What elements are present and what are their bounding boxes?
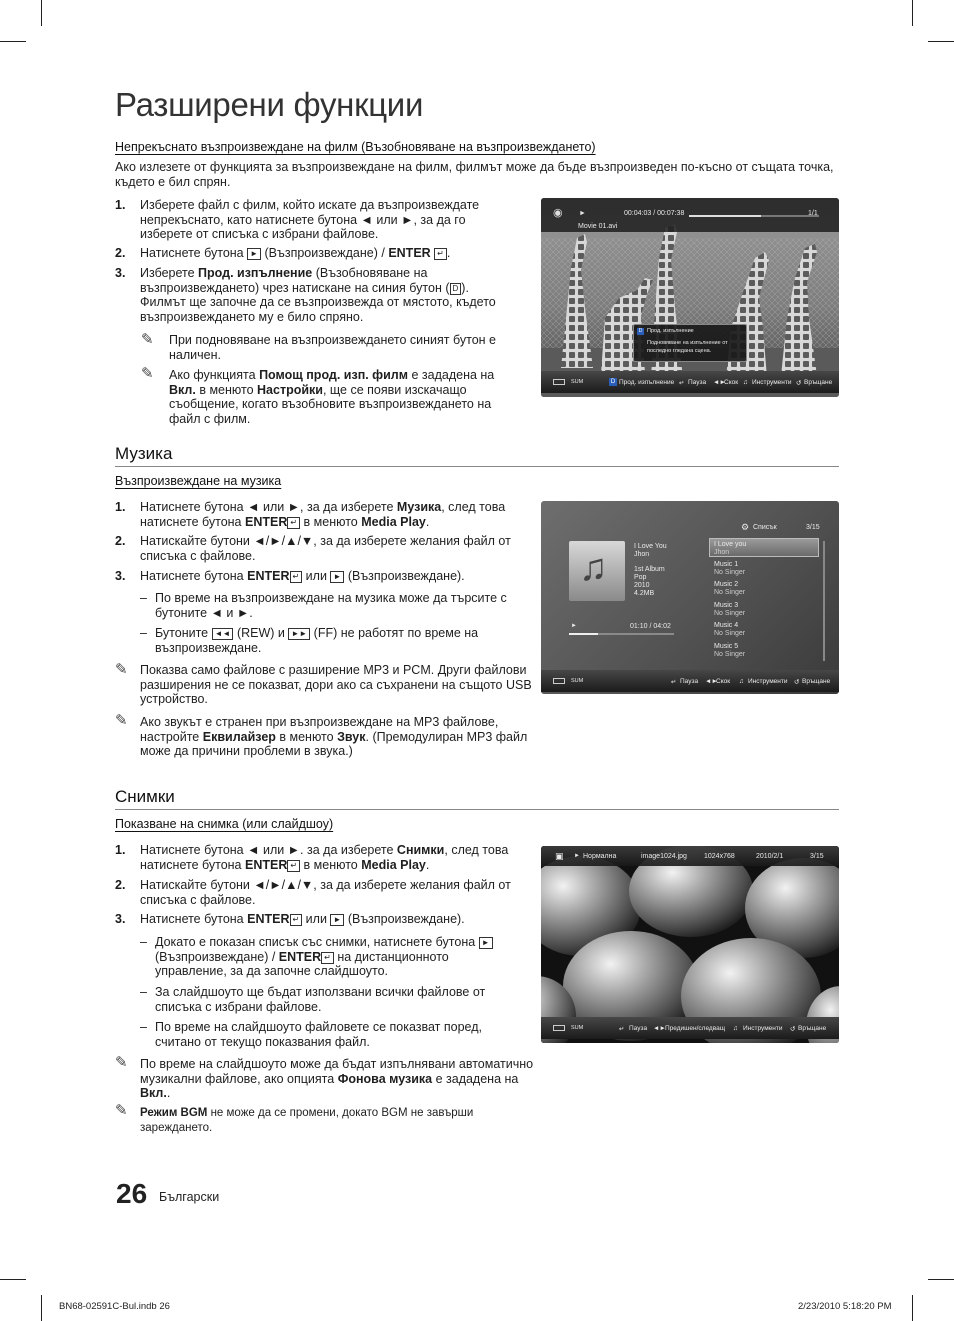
bar-resume: Прод. изпълнение [619, 379, 675, 386]
song-genre: Pop [634, 574, 647, 581]
resume-step-1: Изберете файл с филм, който искате да възпроизвеждате непрекъснато, като натиснете бутона ◄ или ►, за да го изберете от списъка с избрани файлове. [140, 198, 480, 241]
movie-count: 1/1 [808, 210, 818, 217]
step-number: 2. [115, 878, 126, 892]
usb-icon [553, 379, 565, 385]
step-number: 3. [115, 912, 126, 926]
bar-return: Връщане [798, 1025, 827, 1032]
music-note-1: Показва само файлове с разширение MP3 и PCM. Други файлови разширения не се показват, дори ако са съхранени на същото USB устройство. [140, 663, 532, 706]
music-subheading: Възпроизвеждане на музика [115, 474, 282, 488]
step-number: 2. [115, 246, 126, 260]
music-step-3: Натиснете бутона ENTER ↵ или ► (Възпроизвеждане). [140, 569, 465, 583]
enter-icon: ↵ [679, 380, 685, 387]
page-language: Български [159, 1190, 220, 1204]
popup-title: Прод. изпълнение [647, 328, 694, 334]
play-status-icon: ► [571, 623, 577, 629]
enter-key-icon: ↵ [434, 248, 447, 260]
step-number: 1. [115, 843, 126, 857]
note-icon: ✎ [141, 365, 154, 382]
photos-dash-3: По време на слайдшоуто файловете се показват поред, считано от текущо показвания файл. [155, 1020, 482, 1049]
movie-info-bar [541, 198, 839, 232]
movie-screen [541, 198, 839, 397]
play-status-icon: ► [574, 853, 580, 859]
crop-mark [0, 41, 26, 42]
music-bottom-bar [541, 670, 839, 692]
tools-icon: ♫ [739, 678, 744, 685]
photos-dash-1: Докато е показан списък със снимки, натиснете бутона ► (Възпроизвеждане) / ENTER ↵ на дистанционното управление, за да започне слайдшоуто. [155, 935, 500, 979]
note-icon: ✎ [115, 1102, 128, 1119]
usb-icon [553, 678, 565, 684]
photos-dash-2: За слайдшоуто ще бъдат използвани всички файлове от списъка с избрани файлове. [155, 985, 486, 1014]
photos-note-1: По време на слайдшоуто може да бъдат изпълнявани автоматично музикални файлове, ако опцията Фонова музика е зададена на Вкл.. [140, 1057, 534, 1100]
photo-resolution: 1024x768 [704, 853, 735, 860]
apples-image [541, 846, 839, 1043]
rewind-key-icon: ◄◄ [212, 628, 234, 640]
bar-return: Връщане [804, 379, 833, 386]
music-count: 3/15 [806, 524, 820, 531]
bar-tools: Инструменти [743, 1025, 783, 1032]
music-note-2: Ако звукът е странен при възпроизвеждане на MP3 файлове, настройте Еквилайзер в менюто Звук. (Премодулиран MP3 файл може да причини проблеми в звука.) [140, 715, 528, 758]
song-artist: Jhon [634, 551, 650, 558]
enter-icon: ↵ [619, 1026, 625, 1033]
bar-pause: Пауза [629, 1025, 648, 1032]
print-slug-left: BN68-02591C-Bul.indb 26 [59, 1301, 170, 1312]
bar-tools: Инструменти [748, 678, 788, 685]
music-progress-bar [569, 633, 674, 635]
device-label: SUM [571, 379, 584, 385]
play-key-icon: ► [247, 248, 261, 260]
photos-step-1: Натиснете бутона ◄ или ►. за да изберете Снимки, след това натиснете бутона ENTER ↵ в менюто Media Play. [140, 843, 509, 872]
dash-bullet: – [140, 591, 147, 605]
step-number: 1. [115, 198, 126, 212]
enter-key-icon: ↵ [321, 952, 334, 964]
play-key-icon: ► [330, 571, 344, 583]
return-icon: ↺ [790, 1026, 796, 1033]
crop-mark [928, 41, 954, 42]
song-year: 2010 [634, 582, 650, 589]
photo-date: 2010/2/1 [756, 853, 784, 860]
resume-heading: Непрекъснато възпроизвеждане на филм (Възобновяване на възпроизвеждането) [115, 140, 596, 154]
left-right-icon: ◄► [705, 678, 718, 685]
song-album: 1st Album [634, 566, 665, 573]
resume-intro: Ако излезете от функцията за възпроизвеждане на филм, филмът може да бъде възпроизведен по-късно от същата точка, където е бил спрян. [115, 160, 834, 189]
resume-note-2: Ако функцията Помощ прод. изп. филм е зададена на Вкл. в менюто Настройки, ще се появи изскачащо съобщение, когато възобновите възпроизвеждането на файл с филм. [169, 368, 495, 426]
enter-key-icon: ↵ [290, 571, 303, 583]
blue-d-key-icon: D [638, 328, 643, 334]
song-size: 4.2MB [634, 590, 655, 597]
song-title: I Love You [634, 543, 667, 550]
step-number: 3. [115, 569, 126, 583]
section-rule [115, 809, 839, 810]
bar-pause: Пауза [688, 379, 707, 386]
dash-bullet: – [140, 626, 147, 640]
music-note-icon: ♫ [579, 547, 608, 589]
crop-mark [912, 0, 913, 26]
left-right-icon: ◄► [653, 1025, 666, 1032]
device-label: SUM [571, 678, 584, 684]
popup-text: последно гледана сцена. [647, 348, 712, 354]
step-number: 3. [115, 266, 126, 280]
bar-prev-next: Предишен/следващ [665, 1025, 726, 1032]
photo-info-bar [541, 846, 839, 866]
fast-forward-key-icon: ►► [288, 628, 310, 640]
bar-tools: Инструменти [752, 379, 792, 386]
note-icon: ✎ [115, 1054, 128, 1071]
usb-icon [553, 1025, 565, 1031]
crop-mark [928, 1279, 954, 1280]
return-icon: ↺ [796, 380, 802, 387]
crop-mark [0, 1279, 26, 1280]
step-number: 1. [115, 500, 126, 514]
bar-skip: Скок [716, 678, 731, 685]
music-dash-2: Бутоните ◄◄ (REW) и ►► (FF) не работят по време на възпроизвеждане. [155, 626, 479, 655]
dash-bullet: – [140, 985, 147, 999]
print-slug-right: 2/23/2010 5:18:20 PM [798, 1301, 892, 1312]
music-screen: ⚙ Списък 3/15 ♫ I Love You Jhon 1st Album Pop 2010 4.2MB ► 01:10 / 04:02 I Love you Jhon Music 1 No Singer Music 2 No Singer Music 3 No Singer Music 4 No Singer Music 5 No Singer SUM ↵ Пауза ◄► Скок ♫ Инструменти ↺ Връщане [541, 501, 839, 694]
video-icon: ◉ [553, 207, 563, 219]
enter-key-icon: ↵ [287, 517, 300, 529]
photos-step-3: Натиснете бутона ENTER ↵ или ► (Възпроизвеждане). [140, 912, 465, 926]
step-number: 2. [115, 534, 126, 548]
list-icon: ⚙ [741, 522, 750, 532]
bar-skip: Скок [724, 379, 739, 386]
play-key-icon: ► [479, 937, 493, 949]
page-title: Разширени функции [115, 86, 424, 123]
playlist-scrollbar[interactable] [823, 541, 825, 661]
tools-icon: ♫ [733, 1025, 738, 1032]
resume-popup [633, 324, 747, 362]
movie-progress-bar [689, 215, 819, 217]
resume-step-2: Натиснете бутона ► (Възпроизвеждане) / ENTER ↵ . [140, 246, 451, 260]
note-icon: ✎ [115, 712, 128, 729]
photo-count: 3/15 [810, 853, 824, 860]
dash-bullet: – [140, 935, 147, 949]
photos-note-2: Режим BGM не може да се промени, докато BGM не завърши зареждането. [140, 1107, 474, 1134]
note-icon: ✎ [141, 331, 154, 348]
blue-d-key-icon: D [610, 379, 616, 385]
movie-filename: Movie 01.avi [578, 223, 618, 230]
enter-key-icon: ↵ [287, 860, 300, 872]
left-right-icon: ◄► [713, 379, 726, 386]
photos-title: Снимки [115, 787, 175, 806]
photo-icon: ▣ [555, 851, 564, 861]
photo-mode: Нормална [583, 853, 617, 860]
dash-bullet: – [140, 1020, 147, 1034]
crop-mark [912, 1295, 913, 1321]
crop-mark [41, 1295, 42, 1321]
blue-d-key-icon: D [450, 283, 462, 295]
photos-subheading: Показване на снимка (или слайдшоу) [115, 817, 334, 831]
crop-mark [41, 0, 42, 26]
enter-icon: ↵ [671, 679, 677, 686]
section-rule [115, 466, 839, 467]
page-number: 26 [116, 1178, 148, 1209]
bar-return: Връщане [802, 678, 831, 685]
play-status-icon: ► [579, 210, 586, 217]
device-label: SUM [571, 1025, 584, 1031]
play-key-icon: ► [330, 914, 344, 926]
photo-filename: image1024.jpg [641, 853, 687, 860]
photo-bottom-bar [541, 1017, 839, 1039]
movie-time: 00:04:03 / 00:07:38 [624, 210, 685, 217]
music-list-label: Списък [753, 524, 777, 531]
bar-pause: Пауза [680, 678, 699, 685]
music-title: Музика [115, 444, 173, 463]
return-icon: ↺ [794, 679, 800, 686]
music-step-1: Натиснете бутона ◄ или ►, за да изберете Музика, след това натиснете бутона ENTER ↵ в менюто Media Play. [140, 500, 506, 529]
tools-icon: ♫ [743, 379, 748, 386]
album-art [569, 541, 625, 601]
movie-bottom-bar [541, 371, 839, 393]
music-step-2: Натискайте бутони ◄/►/▲/▼, за да изберете желания файл от списъка с файлове. [140, 534, 511, 563]
music-time: 01:10 / 04:02 [630, 623, 671, 630]
photos-step-2: Натискайте бутони ◄/►/▲/▼, за да изберете желания файл от списъка с файлове. [140, 878, 511, 907]
note-icon: ✎ [115, 661, 128, 678]
enter-key-icon: ↵ [290, 914, 303, 926]
resume-note-1: При подновяване на възпроизвеждането синият бутон е наличен. [169, 333, 496, 362]
music-dash-1: По време на възпроизвеждане на музика може да търсите с бутоните ◄ и ►. [155, 591, 507, 620]
popup-text: Подновяване на изпълнение от [647, 340, 728, 346]
resume-step-3: Изберете Прод. изпълнение (Възобновяване на възпроизвеждането) чрез натискане на синия бутон ( D ). Филмът ще започне да се възпроизвежда от мястото, където възпроизвеждането му е било спряно. [140, 266, 496, 324]
photo-screen [541, 846, 839, 1043]
